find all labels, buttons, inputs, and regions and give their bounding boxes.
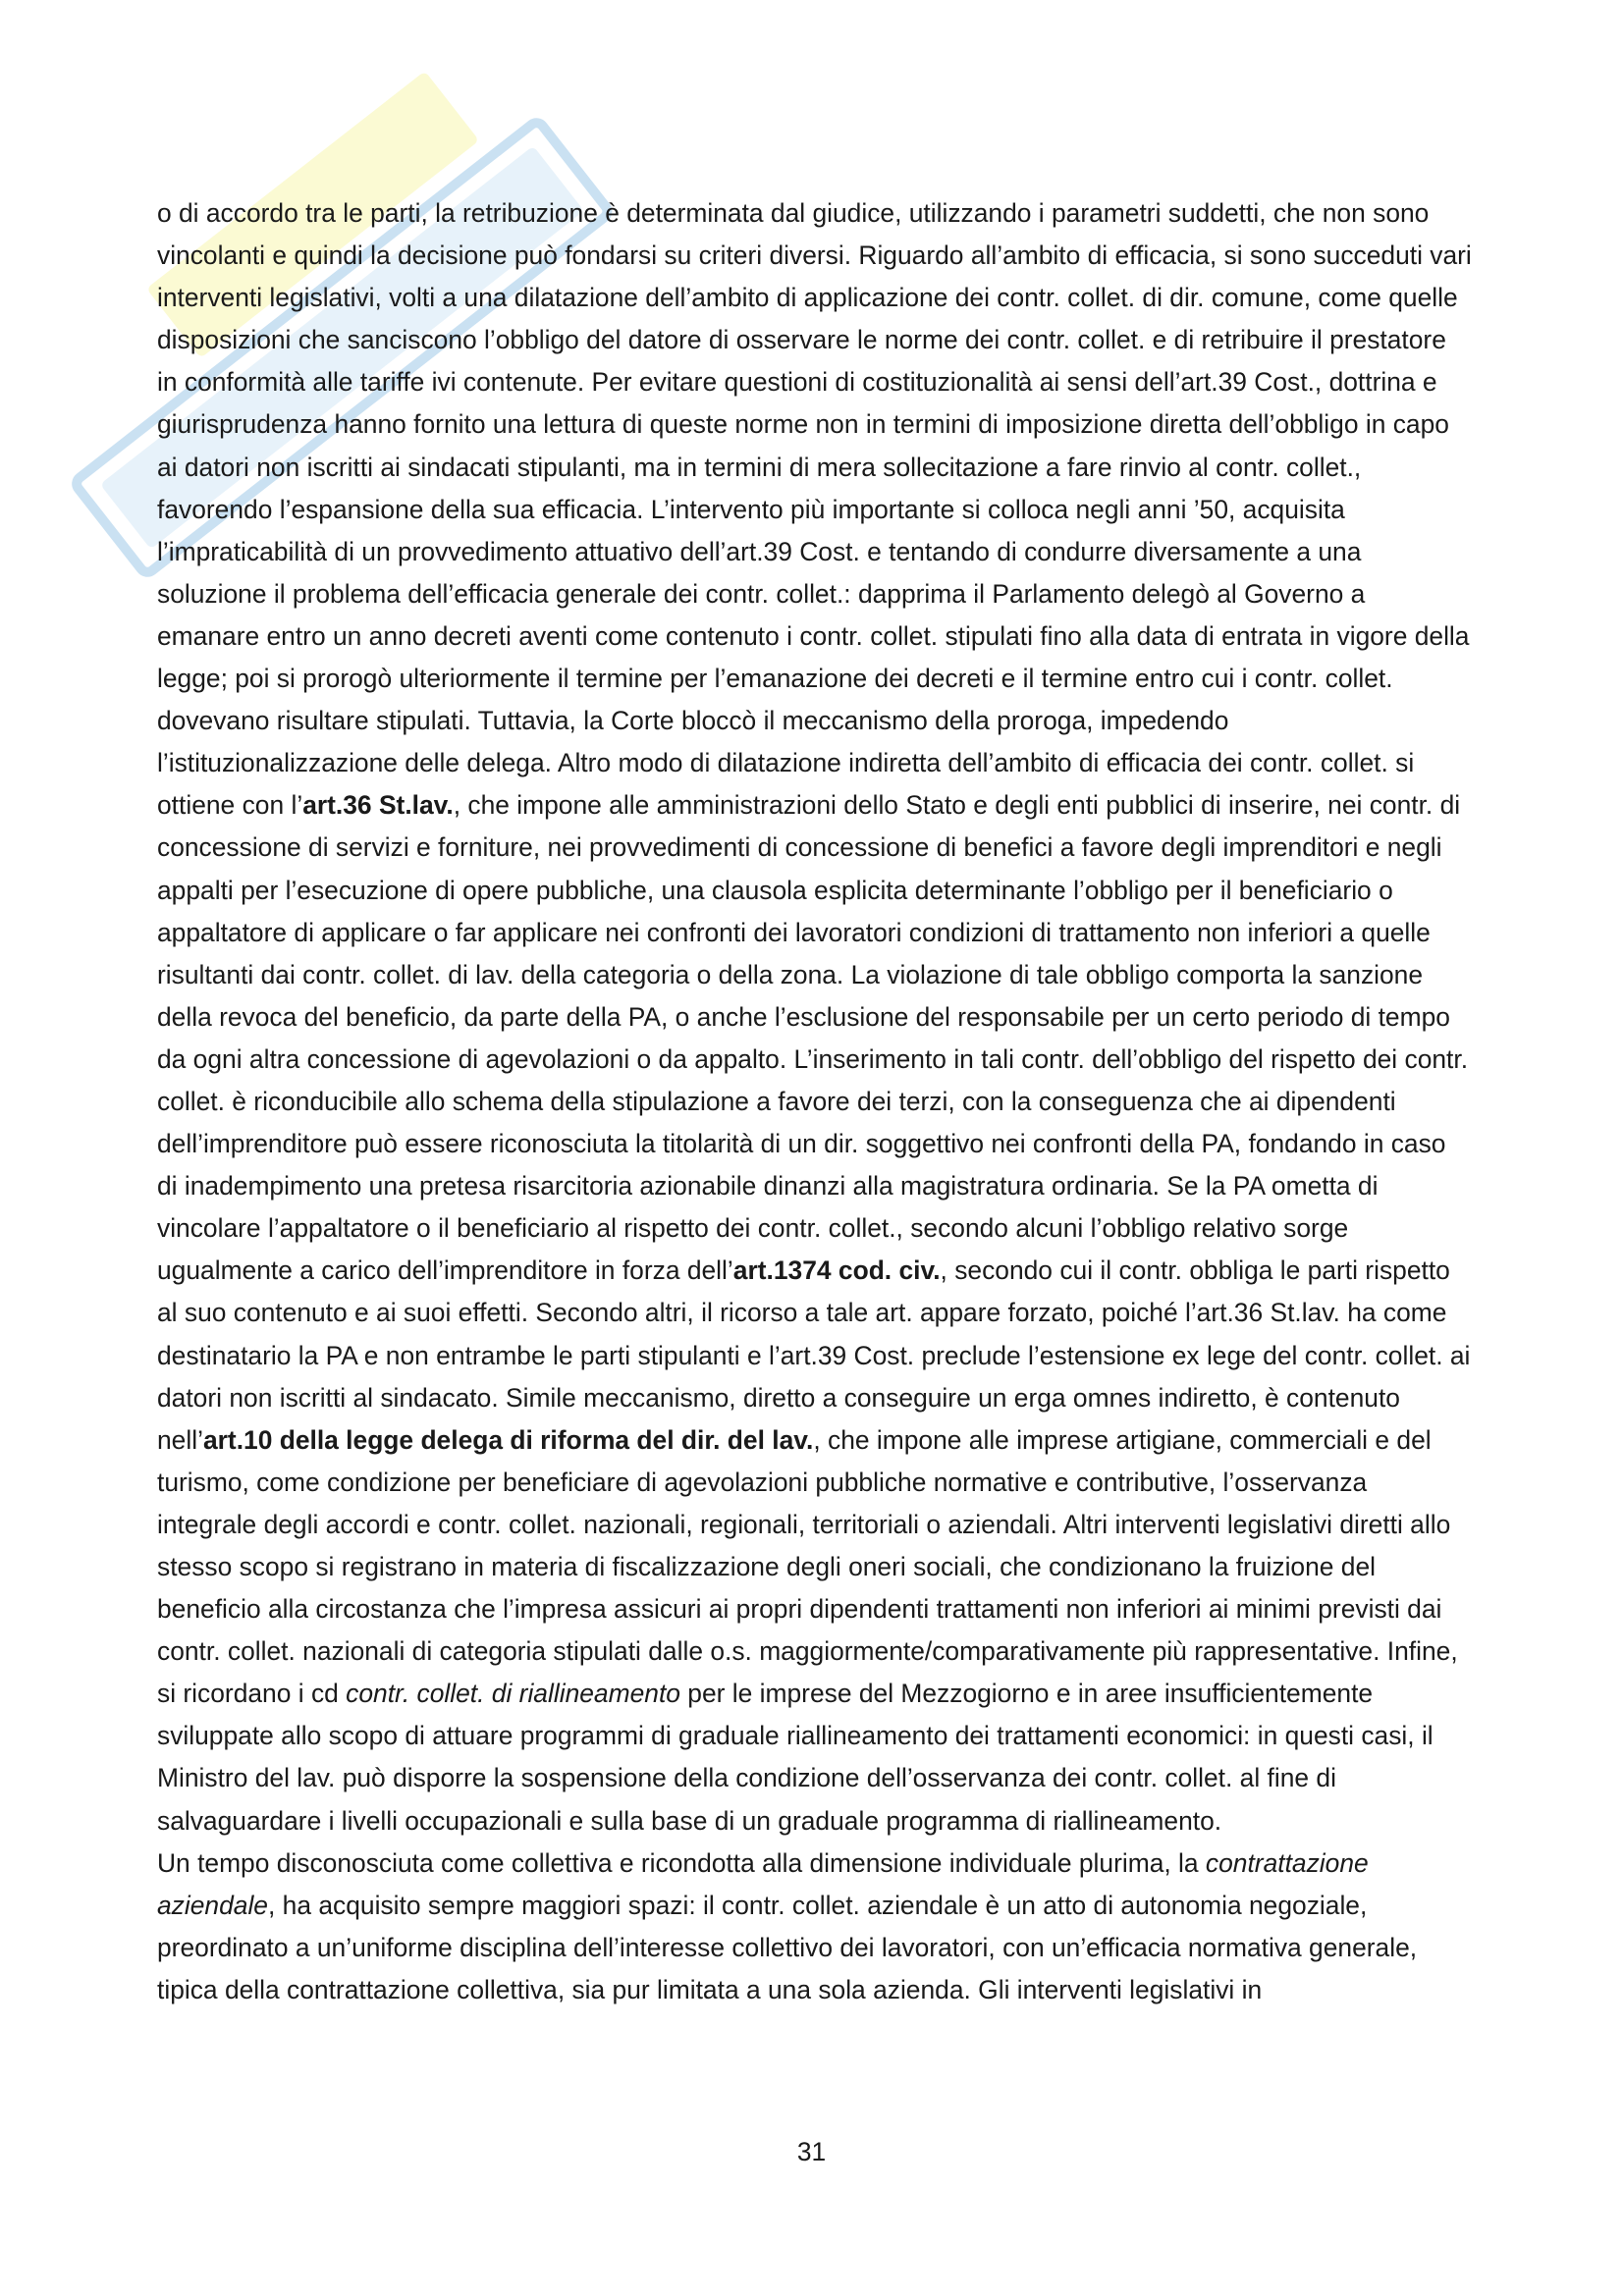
paragraph (157, 1842, 1473, 2011)
text-run: o di accordo tra le parti, la retribuzione è determinata dal giudice, utilizzando i parametri suddetti, che non sono vincolanti e quindi la decisione può fondarsi su criteri diversi. Riguardo all’ambito di efficacia, si sono succeduti vari interventi legislativi, volti a una dilatazione dell’ambito di applicazione dei contr. collet. di dir. comune, come quelle disposizioni che sanciscono l’obbligo del datore di osservare le norme dei contr. collet. e di retribuire il prestatore in conformità alle tariffe ivi contenute. Per evitare questioni di costituzionalità ai sensi dell’art.39 Cost., dottrina e giurisprudenza hanno fornito una lettura di queste norme non in termini di imposizione diretta dell’obbligo in capo ai datori non iscritti ai sindacati stipulanti, ma in termini di mera sollecitazione a fare rinvio al contr. collet., favorendo l’espansione della sua efficacia. L’intervento più importante si colloca negli anni ’50, acquisita l’impraticabilità di un provvedimento attuativo dell’art.39 Cost. e tentando di condurre diversamente a una soluzione il problema dell’efficacia generale dei contr. collet.: dapprima il Parlamento delegò al Governo a emanare entro un anno decreti aventi come contenuto i contr. collet. stipulati fino alla data di entrata in vigore della legge; poi si prorogò ulteriormente il termine per l’emanazione dei decreti e il termine entro cui i contr. collet. dovevano risultare stipulati. Tuttavia, la Corte bloccò il meccanismo della proroga, impedendo l’istituzionalizzazione delle delega. Altro modo di dilatazione indiretta dell’ambito di efficacia dei contr. collet. si ottiene con l’ (157, 198, 1472, 821)
text-run: per le imprese del Mezzogiorno e in aree insufficientemente sviluppate allo scopo di attuare programmi di graduale riallineamento dei trattamenti economici: in questi casi, il Ministro del lav. può disporre la sospensione della condizione dell’osservanza dei contr. collet. al fine di salvaguardare i livelli occupazionali e sulla base di un graduale programma di riallineamento. (157, 1679, 1434, 1836)
text-run: Un tempo disconosciuta come collettiva e ricondotta alla dimensione individuale plurima, la (157, 1847, 1206, 1878)
italic-term: contr. collet. di riallineamento (346, 1679, 680, 1709)
bold-reference: art.10 della legge delega di riforma del dir. del lav. (202, 1424, 814, 1455)
paragraph (157, 192, 1473, 1842)
page-number: 31 (796, 2137, 827, 2166)
text-run: , che impone alle amministrazioni dello Stato e degli enti pubblici di inserire, nei contr. di concessione di servizi e forniture, nei provvedimenti di concessione di benefici a favore degli imprenditori e negli appalti per l’esecuzione di opere pubbliche, una clausola esplicita determinante l’obbligo per il beneficiario o appaltatore di applicare o far applicare nei confronti dei lavoratori condizioni di trattamento non inferiori a quelle risultanti dai contr. collet. di lav. della categoria o della zona. La violazione di tale obbligo comporta la sanzione della revoca del beneficio, da parte della PA, o anche l’esclusione del responsabile per un certo periodo di tempo da ogni altra concessione di agevolazioni o da appalto. L’inserimento in tali contr. dell’obbligo del rispetto dei contr. collet. è riconducibile allo schema della stipulazione a favore dei terzi, con la conseguenza che ai dipendenti dell’imprenditore può essere riconosciuta la titolarità di un dir. soggettivo nei confronti della PA, fondando in caso di inadempimento una pretesa risarcitoria azionabile dinanzi alla magistratura ordinaria. Se la PA ometta di vincolare l’appaltatore o il beneficiario al rispetto dei contr. collet., secondo alcuni l’obbligo relativo sorge ugualmente a carico dell’imprenditore in forza dell’ (157, 790, 1469, 1286)
document-body (157, 192, 1473, 2011)
text-run: , secondo cui il contr. obbliga le parti rispetto al suo contenuto e ai suoi effetti. Secondo altri, il ricorso a tale art. appare forzato, poiché l’art.36 St.lav. ha come destinatario la PA e non entrambe le parti stipulanti e l’art.39 Cost. preclude l’estensione ex lege del contr. collet. ai datori non iscritti al sindacato. Simile meccanismo, diretto a conseguire un erga omnes indiretto, è contenuto nell’ (157, 1255, 1471, 1455)
text-run: , che impone alle imprese artigiane, commerciali e del turismo, come condizione per beneficiare di agevolazioni pubbliche normative e contributive, l’osservanza integrale degli accordi e contr. collet. nazionali, regionali, territoriali o aziendali. Altri interventi legislativi diretti allo stesso scopo si registrano in materia di fiscalizzazione degli oneri sociali, che condizionano la fruizione del beneficio alla circostanza che l’impresa assicuri ai propri dipendenti trattamenti non inferiori ai minimi previsti dai contr. collet. nazionali di categoria stipulati dalle o.s. maggiormente/comparativamente più rappresentative. Infine, si ricordano i cd (157, 1424, 1458, 1709)
text-run: , ha acquisito sempre maggiori spazi: il contr. collet. aziendale è un atto di autonomia negoziale, preordinato a un’uniforme disciplina dell’interesse collettivo dei lavoratori, con un’efficacia normativa generale, tipica della contrattazione collettiva, sia pur limitata a una sola azienda. Gli interventi legislativi in (157, 1890, 1418, 2004)
bold-reference: art.1374 cod. civ. (732, 1255, 941, 1286)
bold-reference: art.36 St.lav. (302, 790, 454, 821)
italic-term: contrattazione aziendale (157, 1847, 1369, 1920)
